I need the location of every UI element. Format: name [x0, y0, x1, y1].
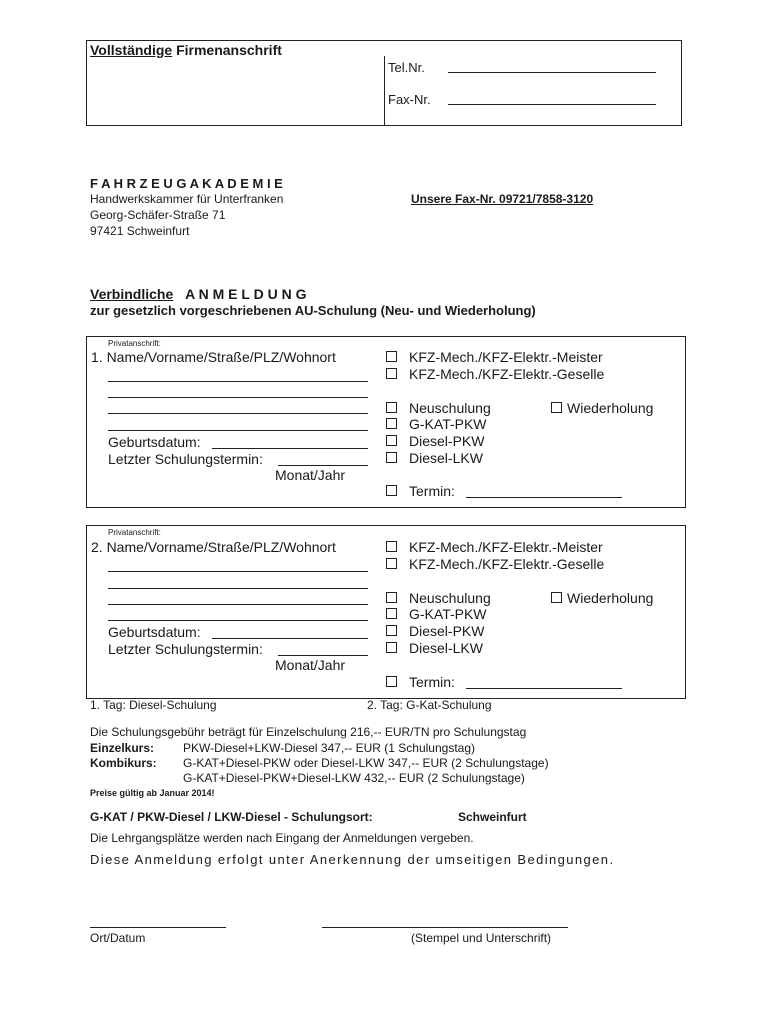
section-2-name-line-4[interactable]: [108, 620, 368, 621]
section-2-name-line-1[interactable]: [108, 571, 368, 572]
section-2-name-line-3[interactable]: [108, 604, 368, 605]
title-prefix: Verbindliche: [90, 286, 174, 302]
org-line2: Georg-Schäfer-Straße 71: [90, 208, 226, 222]
section-1-opt-termin[interactable]: Termin:: [386, 483, 455, 499]
tel-field[interactable]: [448, 72, 656, 73]
company-address-title: [90, 42, 282, 58]
fax-field[interactable]: [448, 104, 656, 105]
section-1-opt-gkat[interactable]: G-KAT-PKW: [386, 416, 487, 432]
section-1-checkbox-neu[interactable]: [386, 402, 397, 413]
note-line-1: Die Lehrgangsplätze werden nach Eingang der Anmeldungen vergeben.: [90, 831, 474, 845]
section-2-opt-wdh[interactable]: Wiederholung: [551, 590, 653, 606]
fees-einzel-label: Einzelkurs:: [90, 741, 155, 755]
place-date-label: Ort/Datum: [90, 931, 146, 945]
section-1-checkbox-dpkw[interactable]: [386, 435, 397, 446]
fees-einzel-text: PKW-Diesel+LKW-Diesel 347,-- EUR (1 Schulungstag): [183, 741, 476, 755]
section-2-month-label: Monat/Jahr: [275, 657, 346, 673]
section-2-checkbox-termin[interactable]: [386, 676, 397, 687]
section-1-name-line-4[interactable]: [108, 430, 368, 431]
fees-kombi-text-1: G-KAT+Diesel-PKW oder Diesel-LKW 347,-- EUR (2 Schulungstage): [183, 756, 549, 770]
place-date-line[interactable]: [90, 927, 226, 928]
section-1-month-label: Monat/Jahr: [275, 467, 346, 483]
org-name: F A H R Z E U G A K A D E M I E: [90, 176, 283, 191]
company-address-divider: [384, 56, 385, 125]
company-address-label: Firmenanschrift: [176, 42, 282, 58]
section-1-checkbox-wdh[interactable]: [551, 402, 562, 413]
stamp-label: (Stempel und Unterschrift): [411, 931, 552, 945]
org-fax: Unsere Fax-Nr. 09721/7858-3120: [411, 192, 594, 206]
section-2-opt-meister[interactable]: KFZ-Mech./KFZ-Elektr.-Meister: [386, 539, 603, 555]
section-2-opt-termin[interactable]: Termin:: [386, 674, 455, 690]
section-1-termin-field[interactable]: [466, 497, 622, 498]
section-1-name-line-2[interactable]: [108, 397, 368, 398]
section-1-private-label: Privatanschrift:: [108, 339, 161, 348]
fees-kombi-label: Kombikurs:: [90, 756, 157, 770]
section-1-checkbox-gkat[interactable]: [386, 418, 397, 429]
tel-label: Tel.Nr.: [388, 60, 425, 75]
section-1-name-line-3[interactable]: [108, 413, 368, 414]
fax-label: Fax-Nr.: [388, 92, 431, 107]
section-1-opt-neu[interactable]: Neuschulung: [386, 400, 491, 416]
section-1-checkbox-dlkw[interactable]: [386, 452, 397, 463]
org-line3: 97421 Schweinfurt: [90, 224, 190, 238]
section-1-birth-label: Geburtsdatum:: [108, 434, 201, 450]
section-2-checkbox-gkat[interactable]: [386, 608, 397, 619]
section-2-opt-neu[interactable]: Neuschulung: [386, 590, 491, 606]
section-2-birth-label: Geburtsdatum:: [108, 624, 201, 640]
company-address-prefix: Vollständige: [90, 42, 173, 58]
section-2-checkbox-geselle[interactable]: [386, 558, 397, 569]
section-2-last-field[interactable]: [278, 655, 368, 656]
section-2-opt-dlkw[interactable]: Diesel-LKW: [386, 640, 483, 656]
section-1-last-label: Letzter Schulungstermin:: [108, 451, 263, 467]
location-value: Schweinfurt: [458, 810, 527, 824]
section-1-opt-wdh[interactable]: Wiederholung: [551, 400, 653, 416]
title-word: A N M E L D U N G: [185, 286, 307, 302]
section-2-opt-geselle[interactable]: KFZ-Mech./KFZ-Elektr.-Geselle: [386, 556, 604, 572]
section-2-termin-field[interactable]: [466, 688, 622, 689]
section-2-checkbox-meister[interactable]: [386, 541, 397, 552]
section-2-name-line-2[interactable]: [108, 588, 368, 589]
signature-line[interactable]: [322, 927, 568, 928]
section-1-opt-geselle[interactable]: KFZ-Mech./KFZ-Elektr.-Geselle: [386, 366, 604, 382]
section-2-checkbox-wdh[interactable]: [551, 592, 562, 603]
section-1-checkbox-geselle[interactable]: [386, 368, 397, 379]
section-1-name-line-1[interactable]: [108, 381, 368, 382]
fees-valid: Preise gültig ab Januar 2014!: [90, 788, 215, 798]
org-line1: Handwerkskammer für Unterfranken: [90, 192, 284, 206]
section-1-name-label: 1. Name/Vorname/Straße/PLZ/Wohnort: [91, 349, 336, 365]
section-1-birth-field[interactable]: [212, 448, 368, 449]
section-1-opt-meister[interactable]: KFZ-Mech./KFZ-Elektr.-Meister: [386, 349, 603, 365]
fees-intro: Die Schulungsgebühr beträgt für Einzelschulung 216,-- EUR/TN pro Schulungstag: [90, 725, 527, 739]
section-2-last-label: Letzter Schulungstermin:: [108, 641, 263, 657]
title-subtitle: zur gesetzlich vorgeschriebenen AU-Schulung (Neu- und Wiederholung): [90, 303, 536, 318]
section-1-opt-dpkw[interactable]: Diesel-PKW: [386, 433, 484, 449]
section-2-private-label: Privatanschrift:: [108, 528, 161, 537]
section-1-checkbox-termin[interactable]: [386, 485, 397, 496]
section-2-opt-gkat[interactable]: G-KAT-PKW: [386, 606, 487, 622]
title: [90, 286, 306, 302]
section-2-checkbox-dlkw[interactable]: [386, 642, 397, 653]
section-2-opt-dpkw[interactable]: Diesel-PKW: [386, 623, 484, 639]
section-2-checkbox-neu[interactable]: [386, 592, 397, 603]
day-2-label: 2. Tag: G-Kat-Schulung: [367, 698, 492, 712]
fees-kombi-text-2: G-KAT+Diesel-PKW+Diesel-LKW 432,-- EUR (2 Schulungstage): [183, 771, 525, 785]
section-2-name-label: 2. Name/Vorname/Straße/PLZ/Wohnort: [91, 539, 336, 555]
note-line-2: Diese Anmeldung erfolgt unter Anerkennung der umseitigen Bedingungen.: [90, 852, 615, 867]
section-2-checkbox-dpkw[interactable]: [386, 625, 397, 636]
section-2-birth-field[interactable]: [212, 638, 368, 639]
section-1-opt-dlkw[interactable]: Diesel-LKW: [386, 450, 483, 466]
location-label: G-KAT / PKW-Diesel / LKW-Diesel - Schulungsort:: [90, 810, 373, 824]
section-1-checkbox-meister[interactable]: [386, 351, 397, 362]
day-1-label: 1. Tag: Diesel-Schulung: [90, 698, 217, 712]
section-1-last-field[interactable]: [278, 465, 368, 466]
